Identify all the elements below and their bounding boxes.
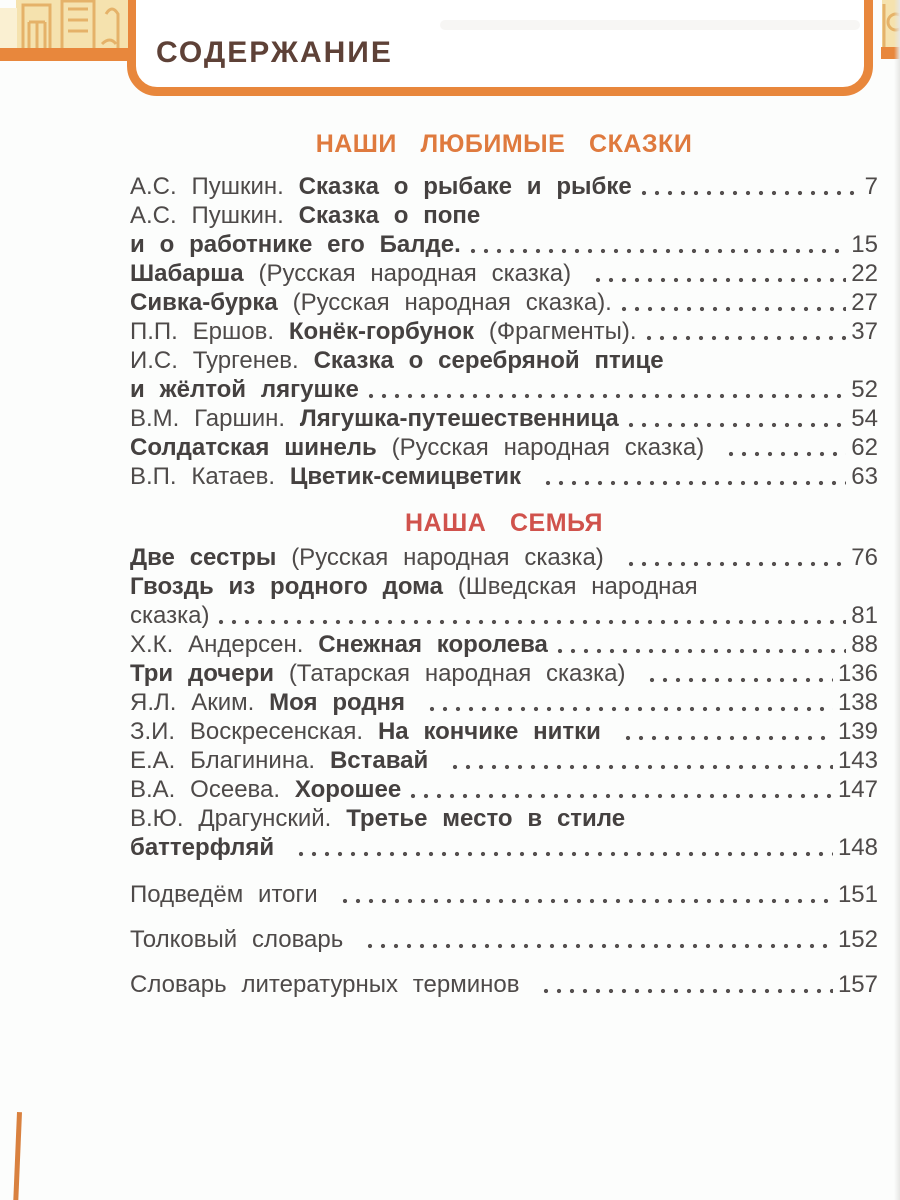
entry-text: Две сестры	[130, 544, 292, 571]
page-number: 136	[837, 660, 878, 687]
toc-entry	[130, 201, 878, 230]
page-number: 62	[851, 434, 878, 461]
page-number: 143	[837, 747, 878, 774]
dot-leader	[622, 717, 833, 746]
entry-text: Подведём итоги	[130, 881, 333, 908]
section-lines	[130, 543, 878, 862]
toc-entry	[130, 317, 878, 346]
dot-leader	[407, 775, 833, 804]
entry-text: Хорошее	[294, 776, 402, 803]
entry-text: Сказка о попе	[298, 202, 481, 229]
page-number: 7	[864, 173, 878, 200]
entry-text: Снежная королева	[318, 631, 548, 658]
toc-entry	[130, 880, 878, 909]
dot-leader	[554, 630, 846, 659]
toc-entry	[130, 462, 878, 491]
entry-text: Словарь литературных терминов	[130, 971, 535, 998]
toc-entry	[130, 717, 878, 746]
dot-leader	[625, 543, 847, 572]
entry-text: Е.А. Благинина.	[130, 747, 330, 774]
entry-text: А.С. Пушкин.	[130, 173, 299, 200]
entry-text: Сказка о серебряной птице	[313, 347, 664, 374]
entry-text: В.Ю. Драгунский.	[130, 805, 347, 832]
dot-leader	[426, 688, 833, 717]
toc-entry	[130, 925, 878, 954]
entry-text: (Шведская народная	[457, 573, 698, 600]
toc-entry	[130, 630, 878, 659]
toc-entry	[130, 433, 878, 462]
dot-leader	[592, 259, 846, 288]
page-number: 151	[837, 881, 878, 908]
toc-entry	[130, 230, 878, 259]
page-title: СОДЕРЖАНИЕ	[156, 36, 393, 69]
page-number: 147	[837, 776, 878, 803]
page-number: 81	[851, 602, 878, 629]
entry-text: и жёлтой лягушке	[130, 376, 359, 403]
entry-text: З.И. Воскресенская.	[130, 718, 378, 745]
entry-text: В.А. Осеева.	[130, 776, 295, 803]
toc-entry	[130, 659, 878, 688]
entry-text: (Русская народная сказка).	[292, 289, 612, 316]
entry-text: сказка)	[130, 602, 210, 629]
entry-text: Сивка-бурка	[130, 289, 293, 316]
page-number: 63	[851, 463, 878, 490]
entry-text: и о работнике его Балде.	[130, 231, 461, 258]
dot-leader	[542, 462, 846, 491]
toc-entry	[130, 404, 878, 433]
page-edge-shadow	[894, 0, 900, 1200]
washed-top-border	[440, 20, 860, 30]
page-number: 139	[837, 718, 878, 745]
page-number: 148	[837, 834, 878, 861]
entry-text: (Русская народная сказка)	[391, 434, 720, 461]
bottom-left-orange-line	[13, 1112, 22, 1200]
entry-text: (Русская народная сказка)	[291, 544, 619, 571]
section-heading: НАША СЕМЬЯ	[404, 509, 604, 537]
entry-text: И.С. Тургенев.	[130, 347, 314, 374]
dot-leader	[295, 833, 833, 862]
toc-footer-entries	[130, 880, 878, 999]
dot-leader	[540, 970, 833, 999]
entry-text: Вставай	[329, 747, 444, 774]
entry-text: В.П. Катаев.	[130, 463, 290, 490]
orange-ribbon-left	[0, 48, 128, 61]
toc-entry	[130, 833, 878, 862]
house-sketch-art-edge	[0, 8, 17, 53]
entry-text: Три дочери	[130, 660, 289, 687]
page-number: 15	[851, 231, 878, 258]
dot-leader	[449, 746, 833, 775]
entry-text: (Русская народная сказка)	[258, 260, 586, 287]
entry-text: На кончике нитки	[377, 718, 616, 745]
entry-text: П.П. Ершов.	[130, 318, 289, 345]
toc-entry	[130, 259, 878, 288]
page-number: 138	[837, 689, 878, 716]
page-number: 76	[851, 544, 878, 571]
house-sketch-art	[16, 0, 128, 52]
entry-text: Моя родня	[269, 689, 420, 716]
toc-entry	[130, 172, 878, 201]
page-number: 27	[851, 289, 878, 316]
toc-entry	[130, 346, 878, 375]
entry-text: Я.Л. Аким.	[130, 689, 270, 716]
dot-leader	[467, 230, 847, 259]
toc-entry	[130, 601, 878, 630]
toc-entry	[130, 746, 878, 775]
dot-leader	[625, 404, 847, 433]
table-of-contents	[130, 130, 878, 999]
page-number: 88	[851, 631, 878, 658]
dot-leader	[646, 659, 833, 688]
entry-text: Лягушка-путешественница	[299, 405, 619, 432]
entry-text: Толковый словарь	[130, 926, 359, 953]
toc-entry	[130, 375, 878, 404]
entry-text: А.С. Пушкин.	[130, 202, 299, 229]
page-number: 37	[851, 318, 878, 345]
toc-section-our-family	[130, 509, 878, 862]
page-number: 52	[851, 376, 878, 403]
toc-entry	[130, 970, 878, 999]
entry-text: Х.К. Андерсен.	[130, 631, 319, 658]
page-number: 157	[837, 971, 878, 998]
page-number: 54	[851, 405, 878, 432]
entry-text: Конёк-горбунок	[288, 318, 489, 345]
toc-entry	[130, 572, 878, 601]
entry-text: Цветик-семицветик	[289, 463, 536, 490]
toc-entry	[130, 288, 878, 317]
dot-leader	[215, 601, 846, 630]
page-number: 152	[837, 926, 878, 953]
toc-entry	[130, 688, 878, 717]
toc-entry	[130, 775, 878, 804]
section-lines	[130, 172, 878, 491]
dot-leader	[643, 317, 847, 346]
dot-leader	[725, 433, 846, 462]
dot-leader	[364, 925, 833, 954]
entry-text: (Татарская народная сказка)	[288, 660, 641, 687]
entry-text: Солдатская шинель	[130, 434, 392, 461]
toc-section-fairy-tales	[130, 130, 878, 491]
page-number: 22	[851, 260, 878, 287]
section-heading: НАШИ ЛЮБИМЫЕ СКАЗКИ	[315, 130, 693, 158]
entry-text: баттерфляй	[130, 834, 289, 861]
dot-leader	[618, 288, 846, 317]
toc-entry	[130, 804, 878, 833]
entry-text: Третье место в стиле	[346, 805, 626, 832]
dot-leader	[638, 172, 860, 201]
entry-text: Шабарша	[130, 260, 259, 287]
entry-text: Сказка о рыбаке и рыбке	[298, 173, 632, 200]
dot-leader	[365, 375, 846, 404]
entry-text: (Фрагменты).	[488, 318, 637, 345]
entry-text: Гвоздь из родного дома	[130, 573, 458, 600]
dot-leader	[339, 880, 833, 909]
house-sketch-icon	[16, 0, 128, 52]
toc-entry	[130, 543, 878, 572]
entry-text: В.М. Гаршин.	[130, 405, 300, 432]
